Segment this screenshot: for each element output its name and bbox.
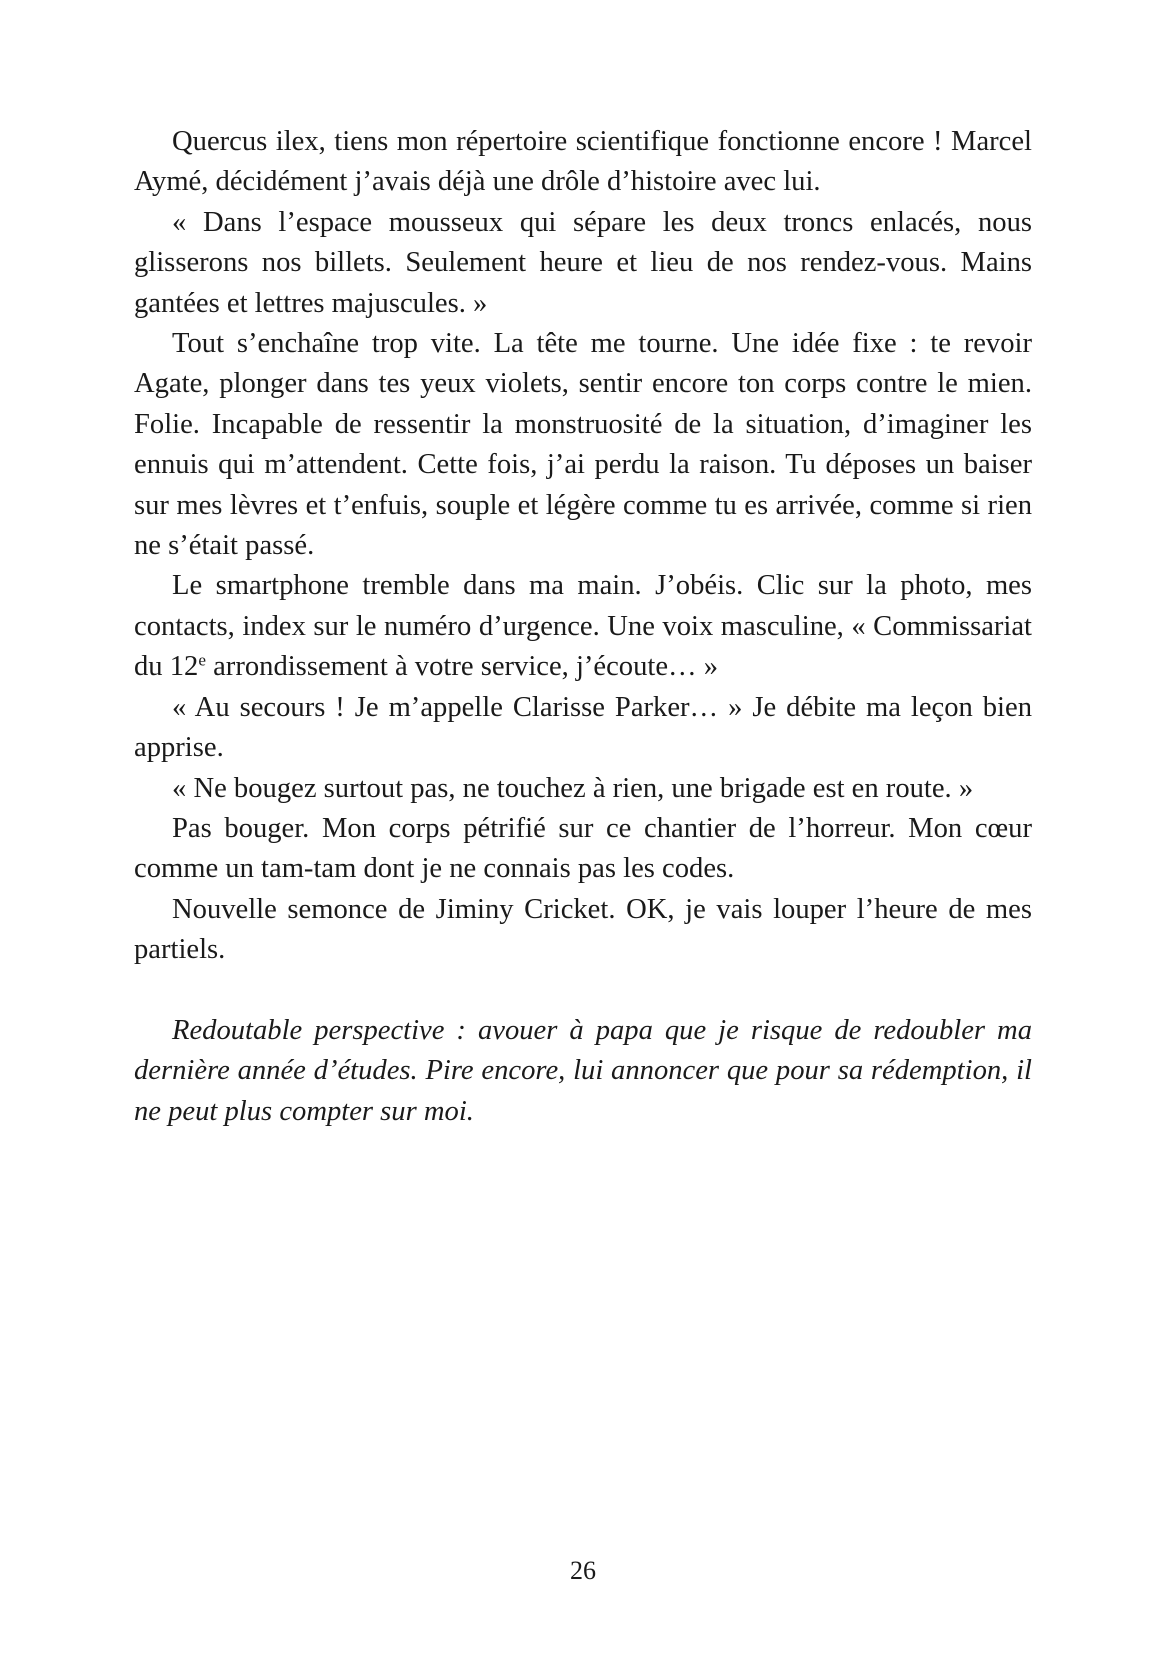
paragraph-4 <box>134 566 1032 687</box>
paragraph-3: Tout s’enchaîne trop vite. La tête me tourne. Une idée fixe : te revoir Agate, plonger dans tes yeux violets, sentir encore ton corps contre le mien. Folie. Incapable de ressentir la monstruosité de la situation, d’imaginer les ennuis qui m’attendent. Cette fois, j’ai perdu la raison. Tu déposes un baiser sur mes lèvres et t’enfuis, souple et légère comme tu es arrivée, comme si rien ne s’était passé. <box>134 328 1032 562</box>
paragraph-7: Pas bouger. Mon corps pétrifié sur ce chantier de l’horreur. Mon cœur comme un tam-tam dont je ne connais pas les codes. <box>134 812 1032 885</box>
paragraph-1: Quercus ilex, tiens mon répertoire scientifique fonctionne encore ! Marcel Aymé, décidément j’avais déjà une drôle d’histoire avec lui. <box>134 126 1032 198</box>
italic-paragraph: Redoutable perspective : avouer à papa que je risque de redoubler ma dernière année d’études. Pire encore, lui annoncer que pour sa rédemption, il ne peut plus compter sur moi. <box>134 1014 1032 1127</box>
superscript-ordinal: e <box>198 650 206 670</box>
paragraph-4-text-before: Le smartphone tremble dans ma main. J’obéis. Clic sur la photo, mes contacts, index sur le numéro d’urgence. Une voix masculine, « Commissariat du 12 <box>134 570 1032 683</box>
paragraph-2: « Dans l’espace mousseux qui sépare les deux troncs enlacés, nous glisserons nos billets. Seulement heure et lieu de nos rendez-vous. Mains gantées et lettres majuscules. » <box>134 206 1032 319</box>
paragraph-5: « Au secours ! Je m’appelle Clarisse Parker… » Je débite ma leçon bien apprise. <box>134 691 1032 764</box>
paragraph-4-text-after: arrondissement à votre service, j’écoute… » <box>205 651 719 683</box>
paragraph-6: « Ne bougez surtout pas, ne touchez à rien, une brigade est en route. » <box>172 772 974 804</box>
page-number: 26 <box>570 1556 596 1585</box>
page-body <box>134 122 1032 1132</box>
paragraph-8: Nouvelle semonce de Jiminy Cricket. OK, je vais louper l’heure de mes partiels. <box>134 893 1032 966</box>
